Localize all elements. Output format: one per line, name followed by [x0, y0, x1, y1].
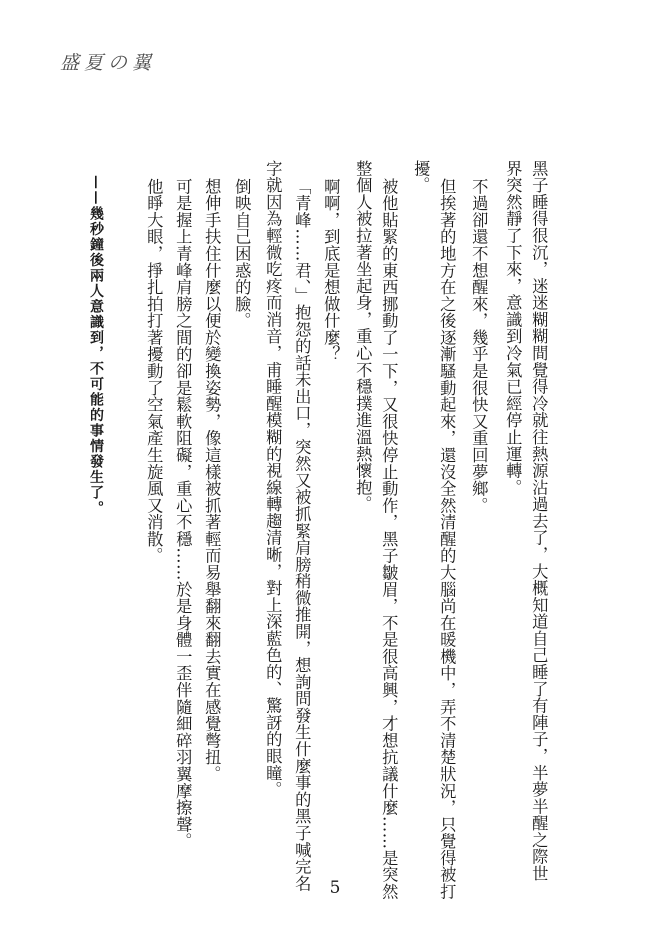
text-column-5: 擾。 [411, 160, 431, 194]
text-column-12: 想伸手扶住什麼以便於變換姿勢，像這樣被抓著輕而易舉翻來翻去實在感覺彆扭。 [202, 178, 222, 783]
text-column-2: 界突然靜了下來，意識到冷氣已經停止運轉。 [503, 160, 523, 496]
page-number: 5 [329, 878, 341, 898]
text-column-10: 字就因為輕微吃疼而消音，甫睡醒模糊的視線轉趨清晰，對上深藍色的、驚訝的眼瞳。 [263, 160, 283, 799]
text-column-3: 不過卻還不想醒來，幾乎是很快又重回夢鄉。 [469, 178, 489, 514]
text-column-8: 啊啊，到底是想做什麼？ [321, 178, 341, 363]
text-column-6: 被他貼緊的東西挪動了一下，又很快停止動作，黑子皺眉，不是很高興，才想抗議什麼……是突然 [379, 178, 399, 900]
text-column-11: 倒映自己困惑的臉。 [232, 178, 252, 330]
running-header-title: 盛夏の翼 [60, 52, 157, 74]
text-column-4: 但挨著的地方在之後逐漸騷動起來，還沒全然清醒的大腦尚在暖機中，弄不清楚狀況，只覺得被打 [437, 178, 457, 900]
closing-emphasis-line: ——幾秒鐘後兩人意識到，不可能的事情發生了。 [88, 175, 104, 516]
text-column-1: 黑子睡得很沉，迷迷糊糊間覺得冷就往熱源沾過去了，大概知道自己睡了有陣子，半夢半醒之際世 [529, 160, 549, 882]
text-column-13: 可是握上青峰肩膀之間的卻是鬆軟阻礙，重心不穩……於是身體一歪伴隨細碎羽翼摩擦聲。 [173, 178, 193, 850]
text-column-14: 他睜大眼，掙扎拍打著擾動了空氣產生旋風又消散。 [144, 178, 164, 565]
text-column-9: 「青峰……君、」抱怨的話未出口，突然又被抓緊肩膀稍微推開，想詢問發生什麼事的黑子喊完名 [292, 178, 312, 892]
text-column-7: 整個人被拉著坐起身，重心不穩撲進溫熱懷抱。 [353, 160, 373, 513]
